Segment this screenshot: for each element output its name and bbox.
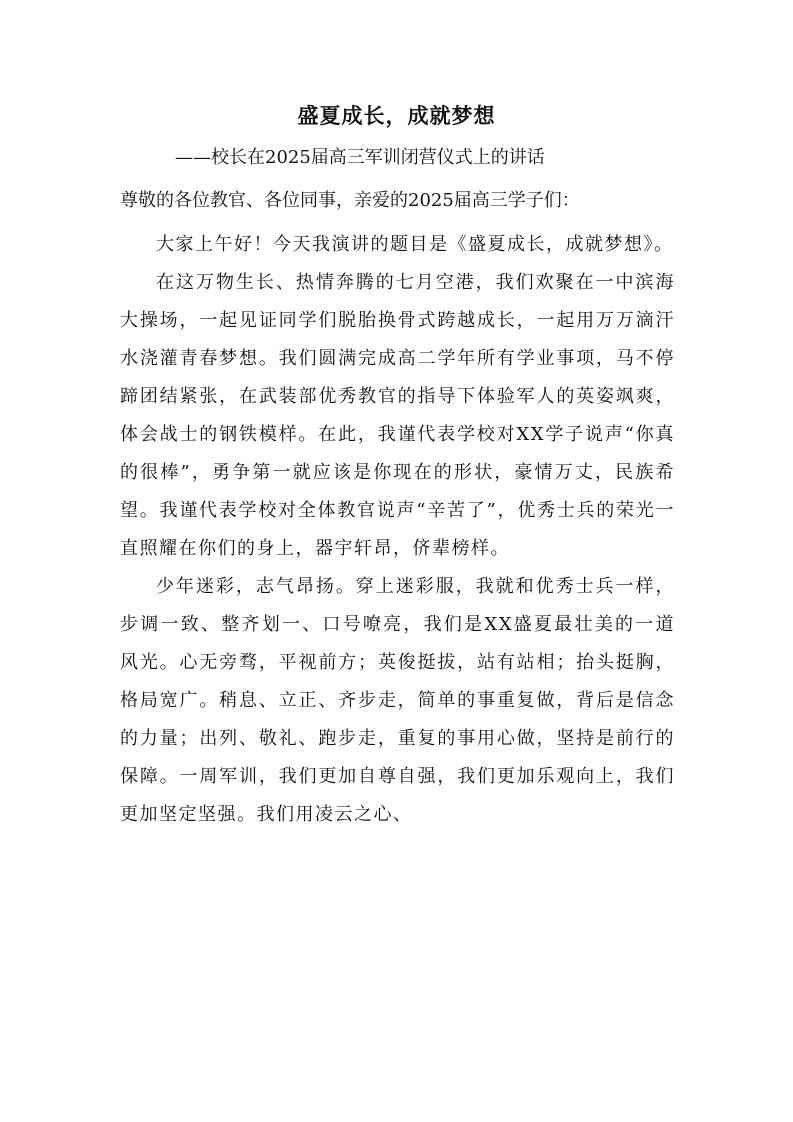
speech-title: 盛夏成长，成就梦想 — [297, 104, 496, 128]
salutation: 尊敬的各位教官、各位同事，亲爱的2025届高三学子们： — [120, 190, 580, 211]
speech-body — [120, 226, 675, 834]
paragraph-introduction: 在这万物生长、热情奔腾的七月空港，我们欢聚在一中滨海大操场，一起见证同学们脱胎换骨式跨越成长，一起用万万滴汗水浇灌青春梦想。我们圆满完成高二学年所有学业事项，马不停蹄团结紧张，在武装部优秀教官的指导下体验军人的英姿飒爽，体会战士的钢铁模样。在此，我谨代表学校对XX学子说声“你真的很棒”，勇争第一就应该是你现在的形状，豪情万丈，民族希望。我谨代表学校对全体教官说声“辛苦了”，优秀士兵的荣光一直照耀在你们的身上，器宇轩昂，侪辈榜样。 — [120, 272, 675, 559]
paragraph-camouflage: 少年迷彩，志气昂扬。穿上迷彩服，我就和优秀士兵一样，步调一致、整齐划一、口号嘹亮，我们是XX盛夏最壮美的一道风光。心无旁骛，平视前方；英俊挺拔，站有站相；抬头挺胸，格局宽广。稍息、立正、齐步走，简单的事重复做，背后是信念的力量；出列、敬礼、跑步走，重复的事用心做，坚持是前行的保障。一周军训，我们更加自尊自强，我们更加乐观向上，我们更加坚定坚强。我们用凌云之心、 — [120, 576, 675, 825]
paragraph-greeting: 大家上午好！今天我演讲的题目是《盛夏成长，成就梦想》。 — [156, 234, 674, 255]
speech-subtitle: ——校长在2025届高三军训闭营仪式上的讲话 — [175, 147, 545, 168]
